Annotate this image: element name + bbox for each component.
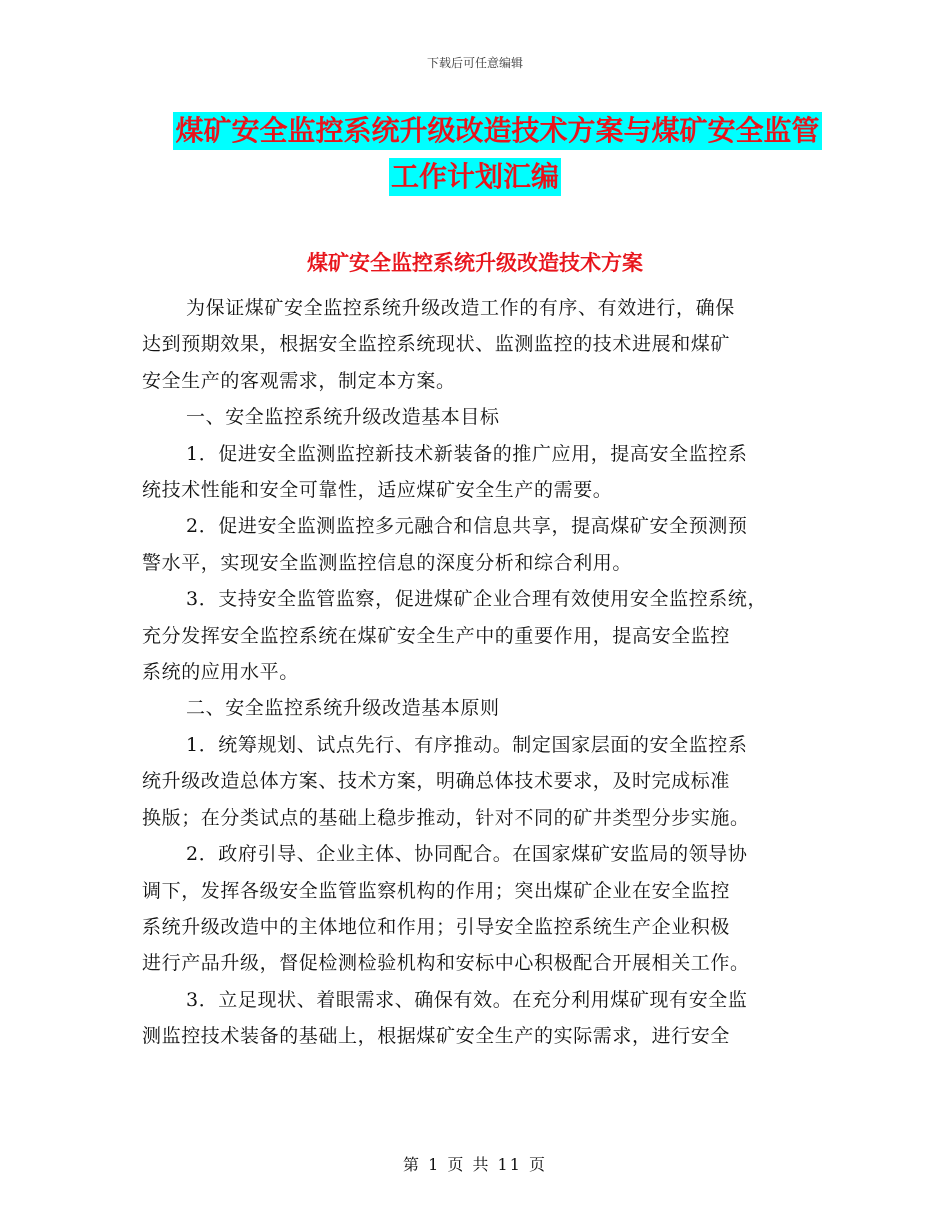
body-line: 系统升级改造中的主体地位和作用；引导安全监控系统生产企业积极 — [142, 915, 731, 938]
document-title-line-2: 工作计划汇编 — [389, 158, 561, 196]
document-body — [142, 290, 822, 1055]
body-line: 安全生产的客观需求，制定本方案。 — [142, 369, 456, 392]
document-title — [0, 112, 950, 196]
body-line: 2．促进安全监测监控多元融合和信息共享，提高煤矿安全预测预 — [186, 515, 748, 538]
body-line: 2．政府引导、企业主体、协同配合。在国家煤矿安监局的领导协 — [186, 843, 748, 866]
body-line: 统技术性能和安全可靠性，适应煤矿安全生产的需要。 — [142, 479, 613, 502]
body-line: 一、安全监控系统升级改造基本目标 — [186, 406, 500, 429]
body-line: 测监控技术装备的基础上，根据煤矿安全生产的实际需求，进行安全 — [142, 1025, 731, 1048]
body-line: 3．支持安全监管监察，促进煤矿企业合理有效使用安全监控系统， — [186, 588, 768, 611]
body-line: 统升级改造总体方案、技术方案，明确总体技术要求，及时完成标准 — [142, 770, 731, 793]
section-title: 煤矿安全监控系统升级改造技术方案 — [307, 251, 643, 275]
body-line: 二、安全监控系统升级改造基本原则 — [186, 697, 500, 720]
header-note: 下载后可任意编辑 — [426, 56, 523, 70]
body-line: 达到预期效果，根据安全监控系统现状、监测监控的技术进展和煤矿 — [142, 333, 731, 356]
body-line: 充分发挥安全监控系统在煤矿安全生产中的重要作用，提高安全监控 — [142, 624, 731, 647]
document-title-line-1: 煤矿安全监控系统升级改造技术方案与煤矿安全监管 — [173, 112, 821, 150]
body-line: 警水平，实现安全监测监控信息的深度分析和综合利用。 — [142, 551, 633, 574]
body-line: 系统的应用水平。 — [142, 661, 299, 684]
body-line: 3．立足现状、着眼需求、确保有效。在充分利用煤矿现有安全监 — [186, 988, 748, 1011]
body-line: 1．统筹规划、试点先行、有序推动。制定国家层面的安全监控系 — [186, 733, 748, 756]
body-line: 1．促进安全监测监控新技术新装备的推广应用，提高安全监控系 — [186, 442, 748, 465]
body-line: 换版；在分类试点的基础上稳步推动，针对不同的矿井类型分步实施。 — [142, 806, 750, 829]
body-line: 进行产品升级，督促检测检验机构和安标中心积极配合开展相关工作。 — [142, 952, 750, 975]
body-line: 为保证煤矿安全监控系统升级改造工作的有序、有效进行，确保 — [186, 297, 735, 319]
body-line: 调下，发挥各级安全监管监察机构的作用；突出煤矿企业在安全监控 — [142, 879, 731, 902]
page-footer: 第 1 页 共 11 页 — [403, 1155, 547, 1174]
